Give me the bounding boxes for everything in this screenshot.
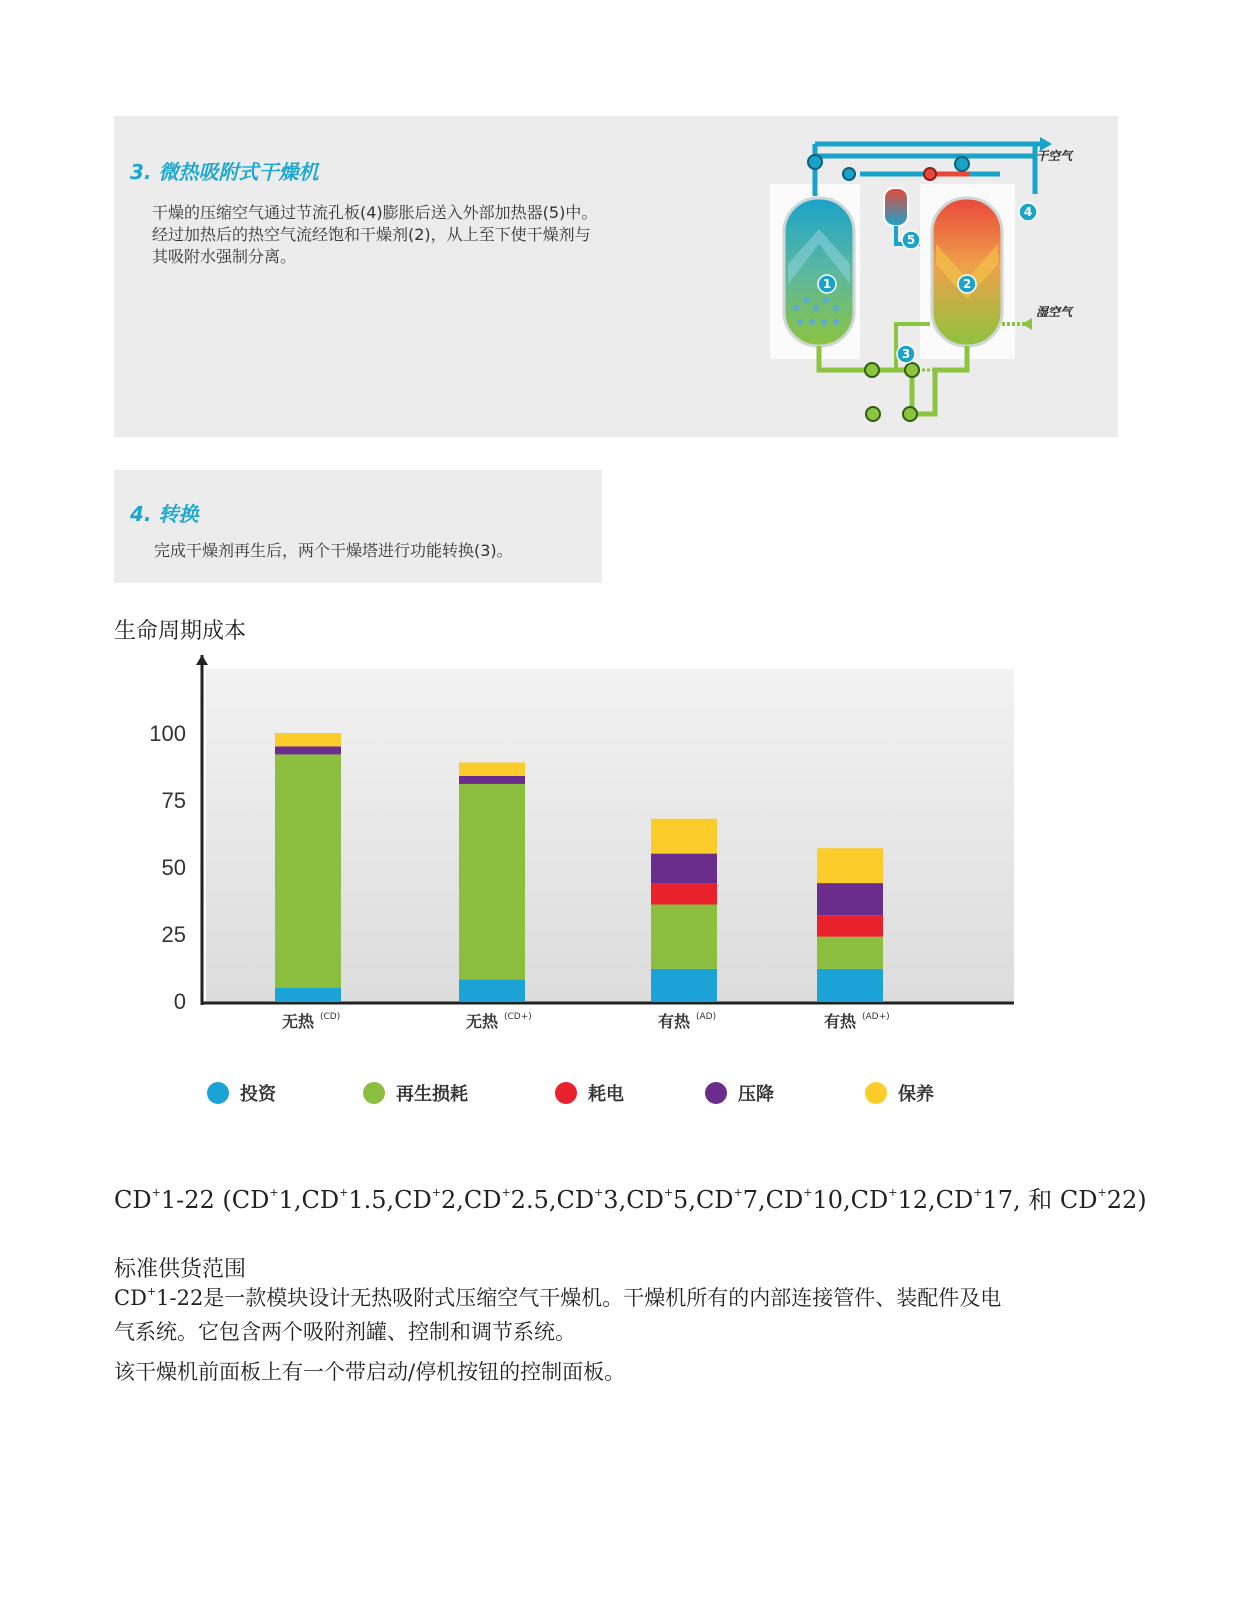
model-sup: + [269,1186,279,1199]
model-number: 3 [603,1186,619,1214]
model-prefix: ,CD [688,1186,734,1214]
model-number: 17 [982,1186,1014,1214]
model-sup: + [803,1186,813,1199]
model-prefix: ,CD [548,1186,595,1214]
x-tick-superscript: (CD) [320,1012,341,1022]
legend-swatch [705,1082,727,1104]
legend-label: 压降 [738,1084,774,1105]
scope-prefix: CD [114,1286,147,1310]
wet-air-label: 湿空气 [1036,305,1073,319]
section-4-panel [114,470,602,583]
model-prefix: ,CD [293,1186,340,1214]
bar-segment [817,969,883,1001]
bar-segment [459,776,525,784]
bar-segment [817,848,883,883]
bar-segment [459,980,525,1001]
scope-sup: + [146,1285,157,1298]
bar-segment [275,733,341,746]
legend-label: 投资 [240,1084,276,1105]
model-number: 12 [897,1186,929,1214]
model-prefix: ,CD [843,1186,889,1214]
model-number: 1 [278,1186,294,1214]
model-prefix: CD [231,1186,270,1214]
legend-label: 再生损耗 [396,1084,468,1105]
model-prefix: , 和 CD [1013,1186,1098,1214]
model-sup: + [501,1186,511,1199]
model-number: 1.5 [348,1186,387,1214]
section-3-title: 3. 微热吸附式干燥机 [130,160,319,184]
y-tick-label: 75 [161,788,186,813]
bar-segment [275,754,341,987]
model-prefix: ,CD [386,1186,432,1214]
bar-segment [651,905,717,969]
model-sup: + [339,1186,349,1199]
legend-label: 保养 [898,1084,934,1105]
model-sup: + [663,1186,674,1199]
chart-heading: 生命周期成本 [114,619,247,644]
y-tick-label: 25 [161,922,186,947]
model-prefix: ,CD [456,1186,502,1214]
section-4-title: 4. 转换 [130,502,199,526]
scope-text: 1-22是一款模块设计无热吸附式压缩空气干燥机。干燥机所有的内部连接管件、装配件及电 [156,1286,1002,1310]
model-number: 5 [673,1186,689,1214]
x-tick-superscript: (CD+) [504,1012,532,1022]
model-number: 22) [1106,1186,1147,1214]
model-sup: + [733,1186,743,1199]
section-3-panel [114,116,1118,437]
bar-segment [817,883,883,915]
model-prefix: ,CD [618,1186,664,1214]
bar-segment [275,746,341,754]
x-tick-label: 无热 [466,1012,499,1031]
section-3-line: 经过加热后的热空气流经饱和干燥剂(2)，从上至下使干燥剂与 [152,225,591,244]
model-sup: + [151,1186,161,1199]
scope-paragraph-2: 气系统。它包含两个吸附剂罐、控制和调节系统。 [114,1320,576,1344]
bar-segment [459,762,525,775]
model-number: 7 [742,1186,759,1214]
model-sup: + [594,1186,604,1199]
legend-swatch [363,1082,385,1104]
model-list [114,1180,1147,1215]
model-sup: + [431,1186,441,1199]
heated-dryer-diagram [770,124,1110,430]
section-4-body: 完成干燥剂再生后，两个干燥塔进行功能转换(3)。 [154,541,513,560]
legend-label: 耗电 [588,1084,624,1105]
model-sup: + [1097,1186,1107,1199]
bar-segment [651,854,717,883]
section-3-line: 其吸附水强制分离。 [152,247,297,266]
x-tick-superscript: (AD+) [862,1012,890,1022]
y-tick-label: 50 [161,855,186,880]
model-prefix: ,CD [758,1186,804,1214]
y-tick-label: 100 [149,721,186,746]
bar-segment [459,784,525,980]
bar-segment [817,937,883,969]
x-tick-label: 无热 [282,1012,315,1031]
bar-segment [651,883,717,904]
legend-swatch [207,1082,229,1104]
marker-2: 2 [962,277,972,291]
y-tick-label: 0 [173,989,186,1014]
model-number: 2.5 [510,1186,549,1214]
model-sup: + [973,1186,983,1199]
model-prefix: ,CD [928,1186,974,1214]
model-range: 1-22 ( [160,1186,232,1214]
model-number: 10 [812,1186,844,1214]
scope-heading: 标准供货范围 [114,1257,247,1282]
legend-swatch [555,1082,577,1104]
marker-3: 3 [901,347,911,361]
x-tick-label: 有热 [824,1012,857,1031]
bar-segment [651,819,717,854]
x-tick-label: 有热 [658,1012,691,1031]
dry-air-label: 干空气 [1036,149,1073,163]
model-sup: + [888,1186,898,1199]
marker-1: 1 [822,277,832,291]
bar-segment [651,969,717,1001]
lifecycle-cost-chart [130,655,1050,1135]
x-tick-superscript: (AD) [696,1012,717,1022]
model-prefix: CD [114,1186,152,1214]
marker-4: 4 [1023,205,1033,219]
bar-segment [817,915,883,936]
legend-swatch [865,1082,887,1104]
section-3-body [152,202,712,268]
section-3-line: 干燥的压缩空气通过节流孔板(4)膨胀后送入外部加热器(5)中。 [152,203,598,222]
model-number: 2 [440,1186,457,1214]
marker-5: 5 [906,233,916,247]
scope-paragraph-3: 该干燥机前面板上有一个带启动/停机按钮的控制面板。 [114,1360,626,1384]
bar-segment [275,988,341,1001]
